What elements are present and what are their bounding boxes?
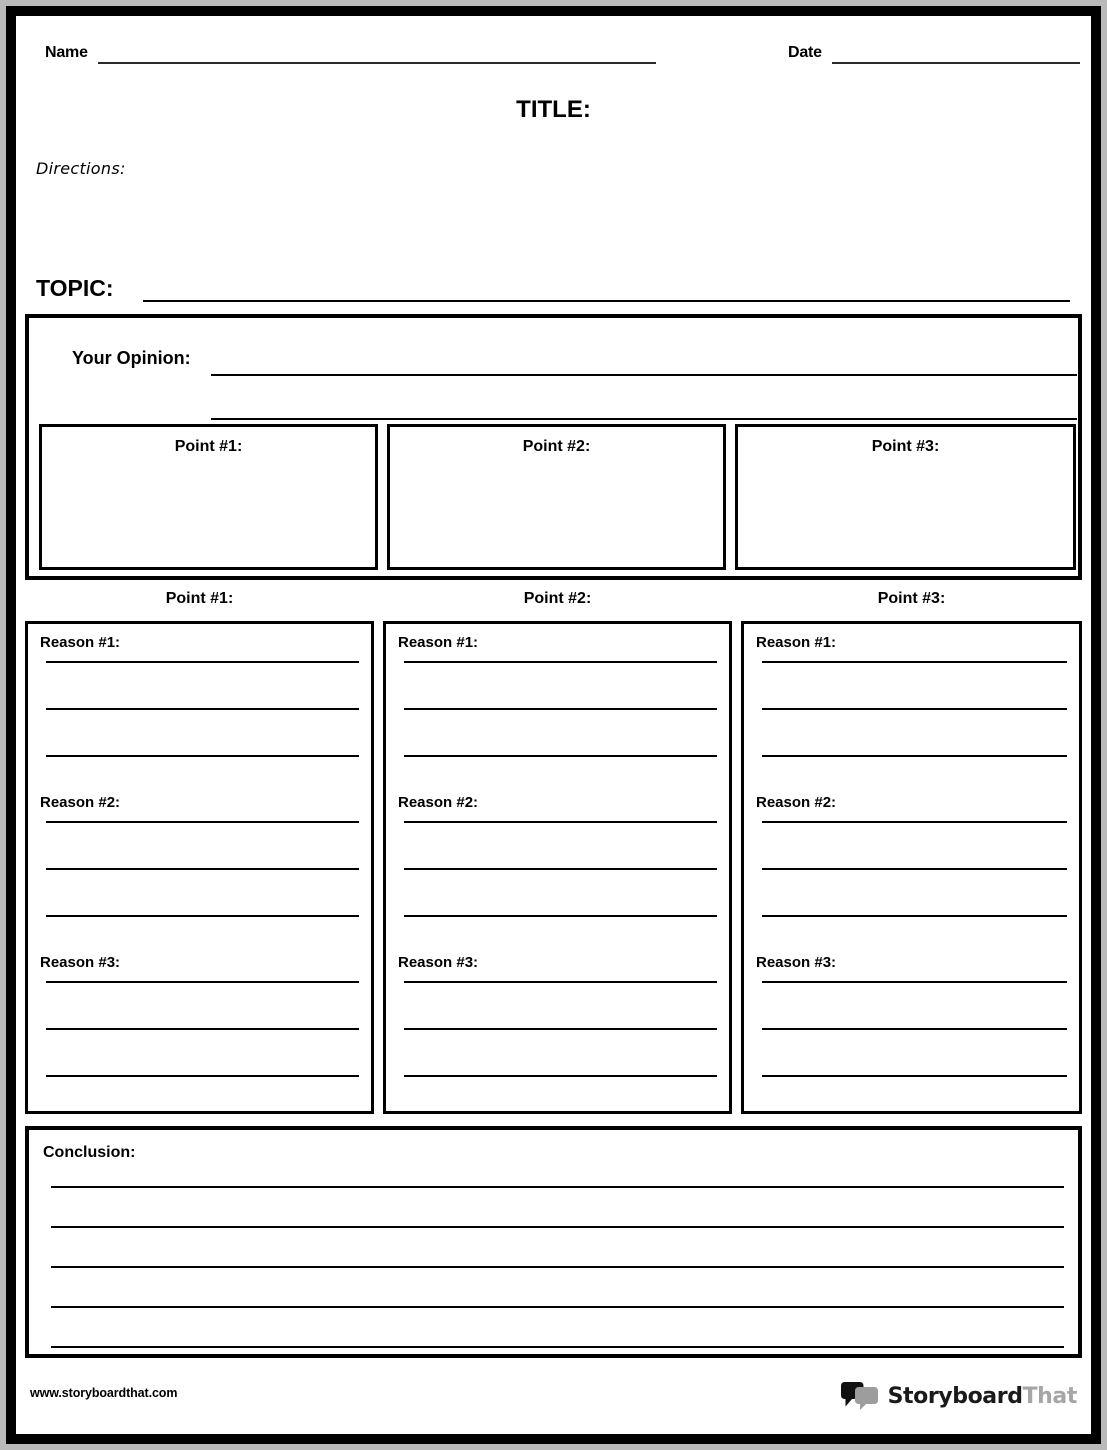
- worksheet-content: [16, 16, 1091, 1434]
- logo-wordmark: [888, 1384, 1077, 1409]
- name-input-rule[interactable]: [98, 42, 656, 64]
- reason-input-line[interactable]: [404, 868, 717, 870]
- name-label: Name: [45, 44, 88, 61]
- opinion-input-line-2[interactable]: [211, 418, 1077, 420]
- point-box-3[interactable]: [735, 424, 1076, 570]
- conclusion-input-line-2[interactable]: [51, 1226, 1064, 1228]
- reason-label: Reason #3:: [398, 954, 479, 971]
- reason-input-line[interactable]: [762, 981, 1067, 983]
- opinion-row: [29, 340, 1078, 428]
- reason-input-line[interactable]: [762, 868, 1067, 870]
- point-box-2-label: Point #2:: [522, 438, 591, 455]
- reason-label: Reason #1:: [756, 634, 837, 651]
- reason-block: [40, 794, 359, 954]
- reason-block: [398, 954, 717, 1114]
- topic-input-rule[interactable]: [143, 274, 1070, 302]
- reason-label: Reason #2:: [398, 794, 479, 811]
- logo-text-gray: That: [1022, 1383, 1077, 1409]
- point-box-3-label: Point #3:: [871, 438, 940, 455]
- conclusion-input-line-4[interactable]: [51, 1306, 1064, 1308]
- reason-input-line[interactable]: [762, 1028, 1067, 1030]
- reason-input-line[interactable]: [762, 1075, 1067, 1077]
- point-box-2[interactable]: [387, 424, 726, 570]
- date-input-rule[interactable]: [832, 42, 1080, 64]
- reason-input-line[interactable]: [404, 755, 717, 757]
- reason-label: Reason #2:: [756, 794, 837, 811]
- reason-input-line[interactable]: [404, 1075, 717, 1077]
- point-box-1[interactable]: [39, 424, 378, 570]
- reason-block: [756, 794, 1067, 954]
- opinion-label: Your Opinion:: [72, 348, 191, 368]
- reason-input-line[interactable]: [46, 821, 359, 823]
- name-field[interactable]: [45, 42, 656, 64]
- reason-label: Reason #2:: [40, 794, 121, 811]
- storyboardthat-logo[interactable]: [832, 1374, 1085, 1418]
- reason-input-line[interactable]: [762, 915, 1067, 917]
- reason-input-line[interactable]: [46, 661, 359, 663]
- conclusion-label: Conclusion:: [43, 1144, 136, 1161]
- reason-block: [40, 634, 359, 794]
- site-url: www.storyboardthat.com: [30, 1386, 178, 1400]
- date-label: Date: [788, 44, 822, 61]
- reason-input-line[interactable]: [46, 915, 359, 917]
- topic-label: TOPIC:: [36, 275, 114, 301]
- reason-block: [398, 794, 717, 954]
- reason-column-2[interactable]: [383, 621, 732, 1114]
- reason-label: Reason #1:: [398, 634, 479, 651]
- reason-input-line[interactable]: [46, 1028, 359, 1030]
- points-row: [39, 424, 1076, 570]
- reason-column-1[interactable]: [25, 621, 374, 1114]
- opinion-input-line-1[interactable]: [211, 374, 1077, 376]
- reason-input-line[interactable]: [46, 708, 359, 710]
- page-title: TITLE:: [516, 96, 591, 123]
- footer: [16, 1374, 1091, 1424]
- reasons-column-header-3: Point #3:: [877, 590, 946, 607]
- conclusion-input-line-3[interactable]: [51, 1266, 1064, 1268]
- reason-columns: [25, 621, 1082, 1114]
- reason-input-line[interactable]: [762, 821, 1067, 823]
- conclusion-input-line-1[interactable]: [51, 1186, 1064, 1188]
- reason-input-line[interactable]: [404, 821, 717, 823]
- conclusion-section[interactable]: [25, 1126, 1082, 1358]
- reason-column-3[interactable]: [741, 621, 1082, 1114]
- reason-label: Reason #1:: [40, 634, 121, 651]
- reasons-column-headers: [25, 590, 1082, 618]
- reason-block: [756, 634, 1067, 794]
- reason-input-line[interactable]: [404, 915, 717, 917]
- reason-block: [40, 954, 359, 1114]
- reason-input-line[interactable]: [46, 1075, 359, 1077]
- reason-block: [756, 954, 1067, 1114]
- reasons-column-header-1: Point #1:: [165, 590, 234, 607]
- header-row: [16, 42, 1091, 72]
- reason-block: [398, 634, 717, 794]
- worksheet-page: [6, 6, 1101, 1444]
- speech-bubbles-icon: [840, 1382, 880, 1410]
- reason-input-line[interactable]: [46, 981, 359, 983]
- reason-label: Reason #3:: [40, 954, 121, 971]
- directions-label: Directions:: [36, 159, 126, 178]
- reason-input-line[interactable]: [404, 981, 717, 983]
- reason-input-line[interactable]: [46, 868, 359, 870]
- reason-input-line[interactable]: [46, 755, 359, 757]
- conclusion-input-line-5[interactable]: [51, 1346, 1064, 1348]
- reasons-section: [25, 590, 1082, 1114]
- reason-input-line[interactable]: [404, 708, 717, 710]
- reason-label: Reason #3:: [756, 954, 837, 971]
- point-box-1-label: Point #1:: [174, 438, 243, 455]
- reason-input-line[interactable]: [404, 1028, 717, 1030]
- topic-row[interactable]: [16, 268, 1091, 302]
- reason-input-line[interactable]: [762, 661, 1067, 663]
- reason-input-line[interactable]: [762, 755, 1067, 757]
- reasons-column-header-2: Point #2:: [523, 590, 592, 607]
- logo-text-dark: Storyboard: [887, 1383, 1023, 1409]
- reason-input-line[interactable]: [762, 708, 1067, 710]
- date-field[interactable]: [788, 42, 1080, 64]
- opinion-section: [25, 314, 1082, 580]
- reason-input-line[interactable]: [404, 661, 717, 663]
